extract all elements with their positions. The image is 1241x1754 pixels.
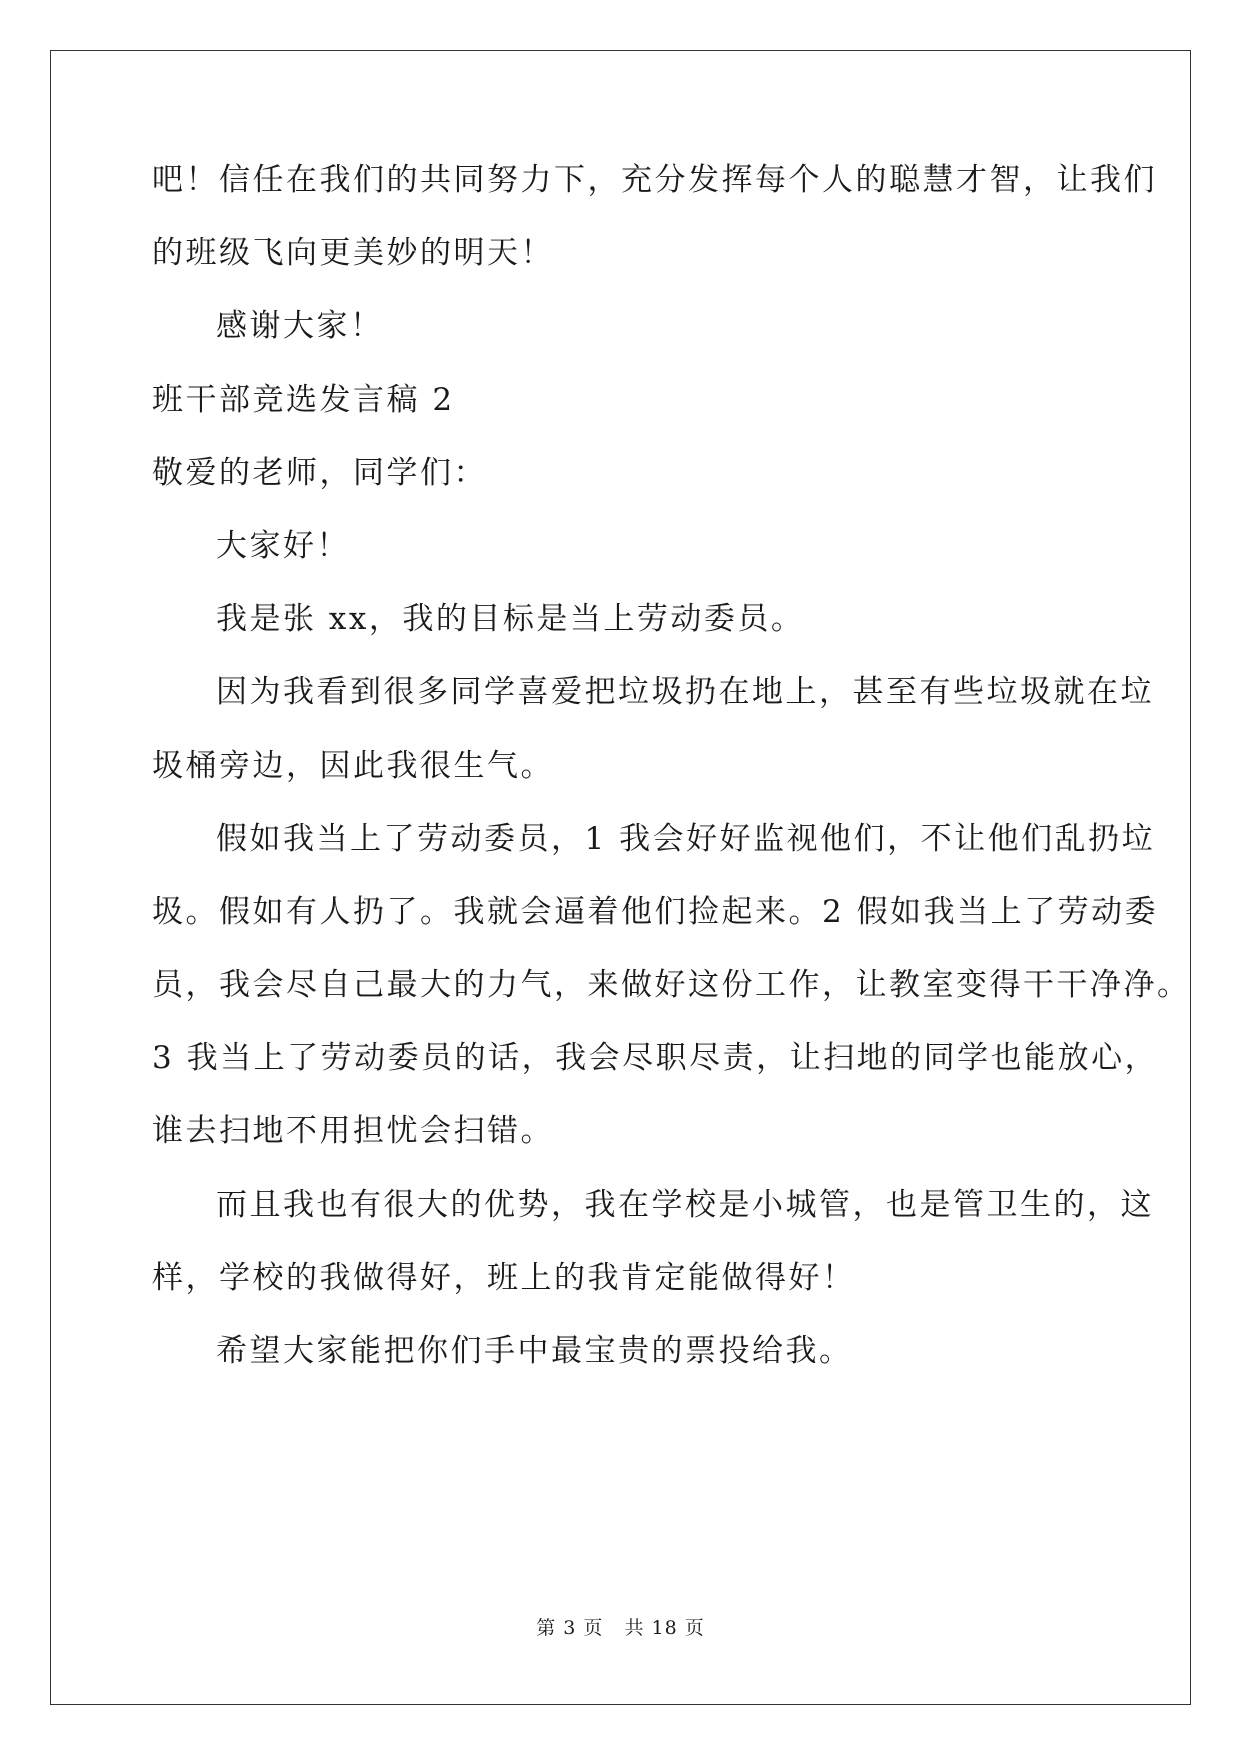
page-border [50, 50, 1191, 1705]
text-line: 大家好！ [216, 528, 350, 564]
text-line: 希望大家能把你们手中最宝贵的票投给我。 [216, 1333, 853, 1369]
text-line: 吧！信任在我们的共同努力下，充分发挥每个人的聪慧才智，让我们 [152, 162, 1157, 198]
text-line: 圾。假如有人扔了。我就会逼着他们捡起来。2 假如我当上了劳动委 [152, 894, 1159, 930]
text-line: 而且我也有很大的优势，我在学校是小城管，也是管卫生的，这 [216, 1187, 1154, 1223]
text-line: 3 我当上了劳动委员的话，我会尽职尽责，让扫地的同学也能放心， [152, 1040, 1159, 1076]
text-line: 的班级飞向更美妙的明天！ [152, 235, 554, 271]
text-line: 因为我看到很多同学喜爱把垃圾扔在地上，甚至有些垃圾就在垃 [216, 674, 1154, 710]
text-line: 谁去扫地不用担忧会扫错。 [152, 1113, 554, 1149]
page-number-footer: 第 3 页 共 18 页 [536, 1617, 705, 1639]
text-line: 员，我会尽自己最大的力气，来做好这份工作，让教室变得干干净净。 [152, 967, 1191, 1003]
text-line: 假如我当上了劳动委员，1 我会好好监视他们，不让他们乱扔垃 [216, 821, 1156, 857]
section-heading: 班干部竞选发言稿 2 [152, 382, 455, 418]
text-line: 感谢大家！ [216, 308, 384, 344]
text-line: 样，学校的我做得好，班上的我肯定能做得好！ [152, 1260, 856, 1296]
text-line: 我是张 xx，我的目标是当上劳动委员。 [216, 601, 805, 637]
text-line: 圾桶旁边，因此我很生气。 [152, 748, 554, 784]
salutation: 敬爱的老师，同学们： [152, 455, 487, 491]
